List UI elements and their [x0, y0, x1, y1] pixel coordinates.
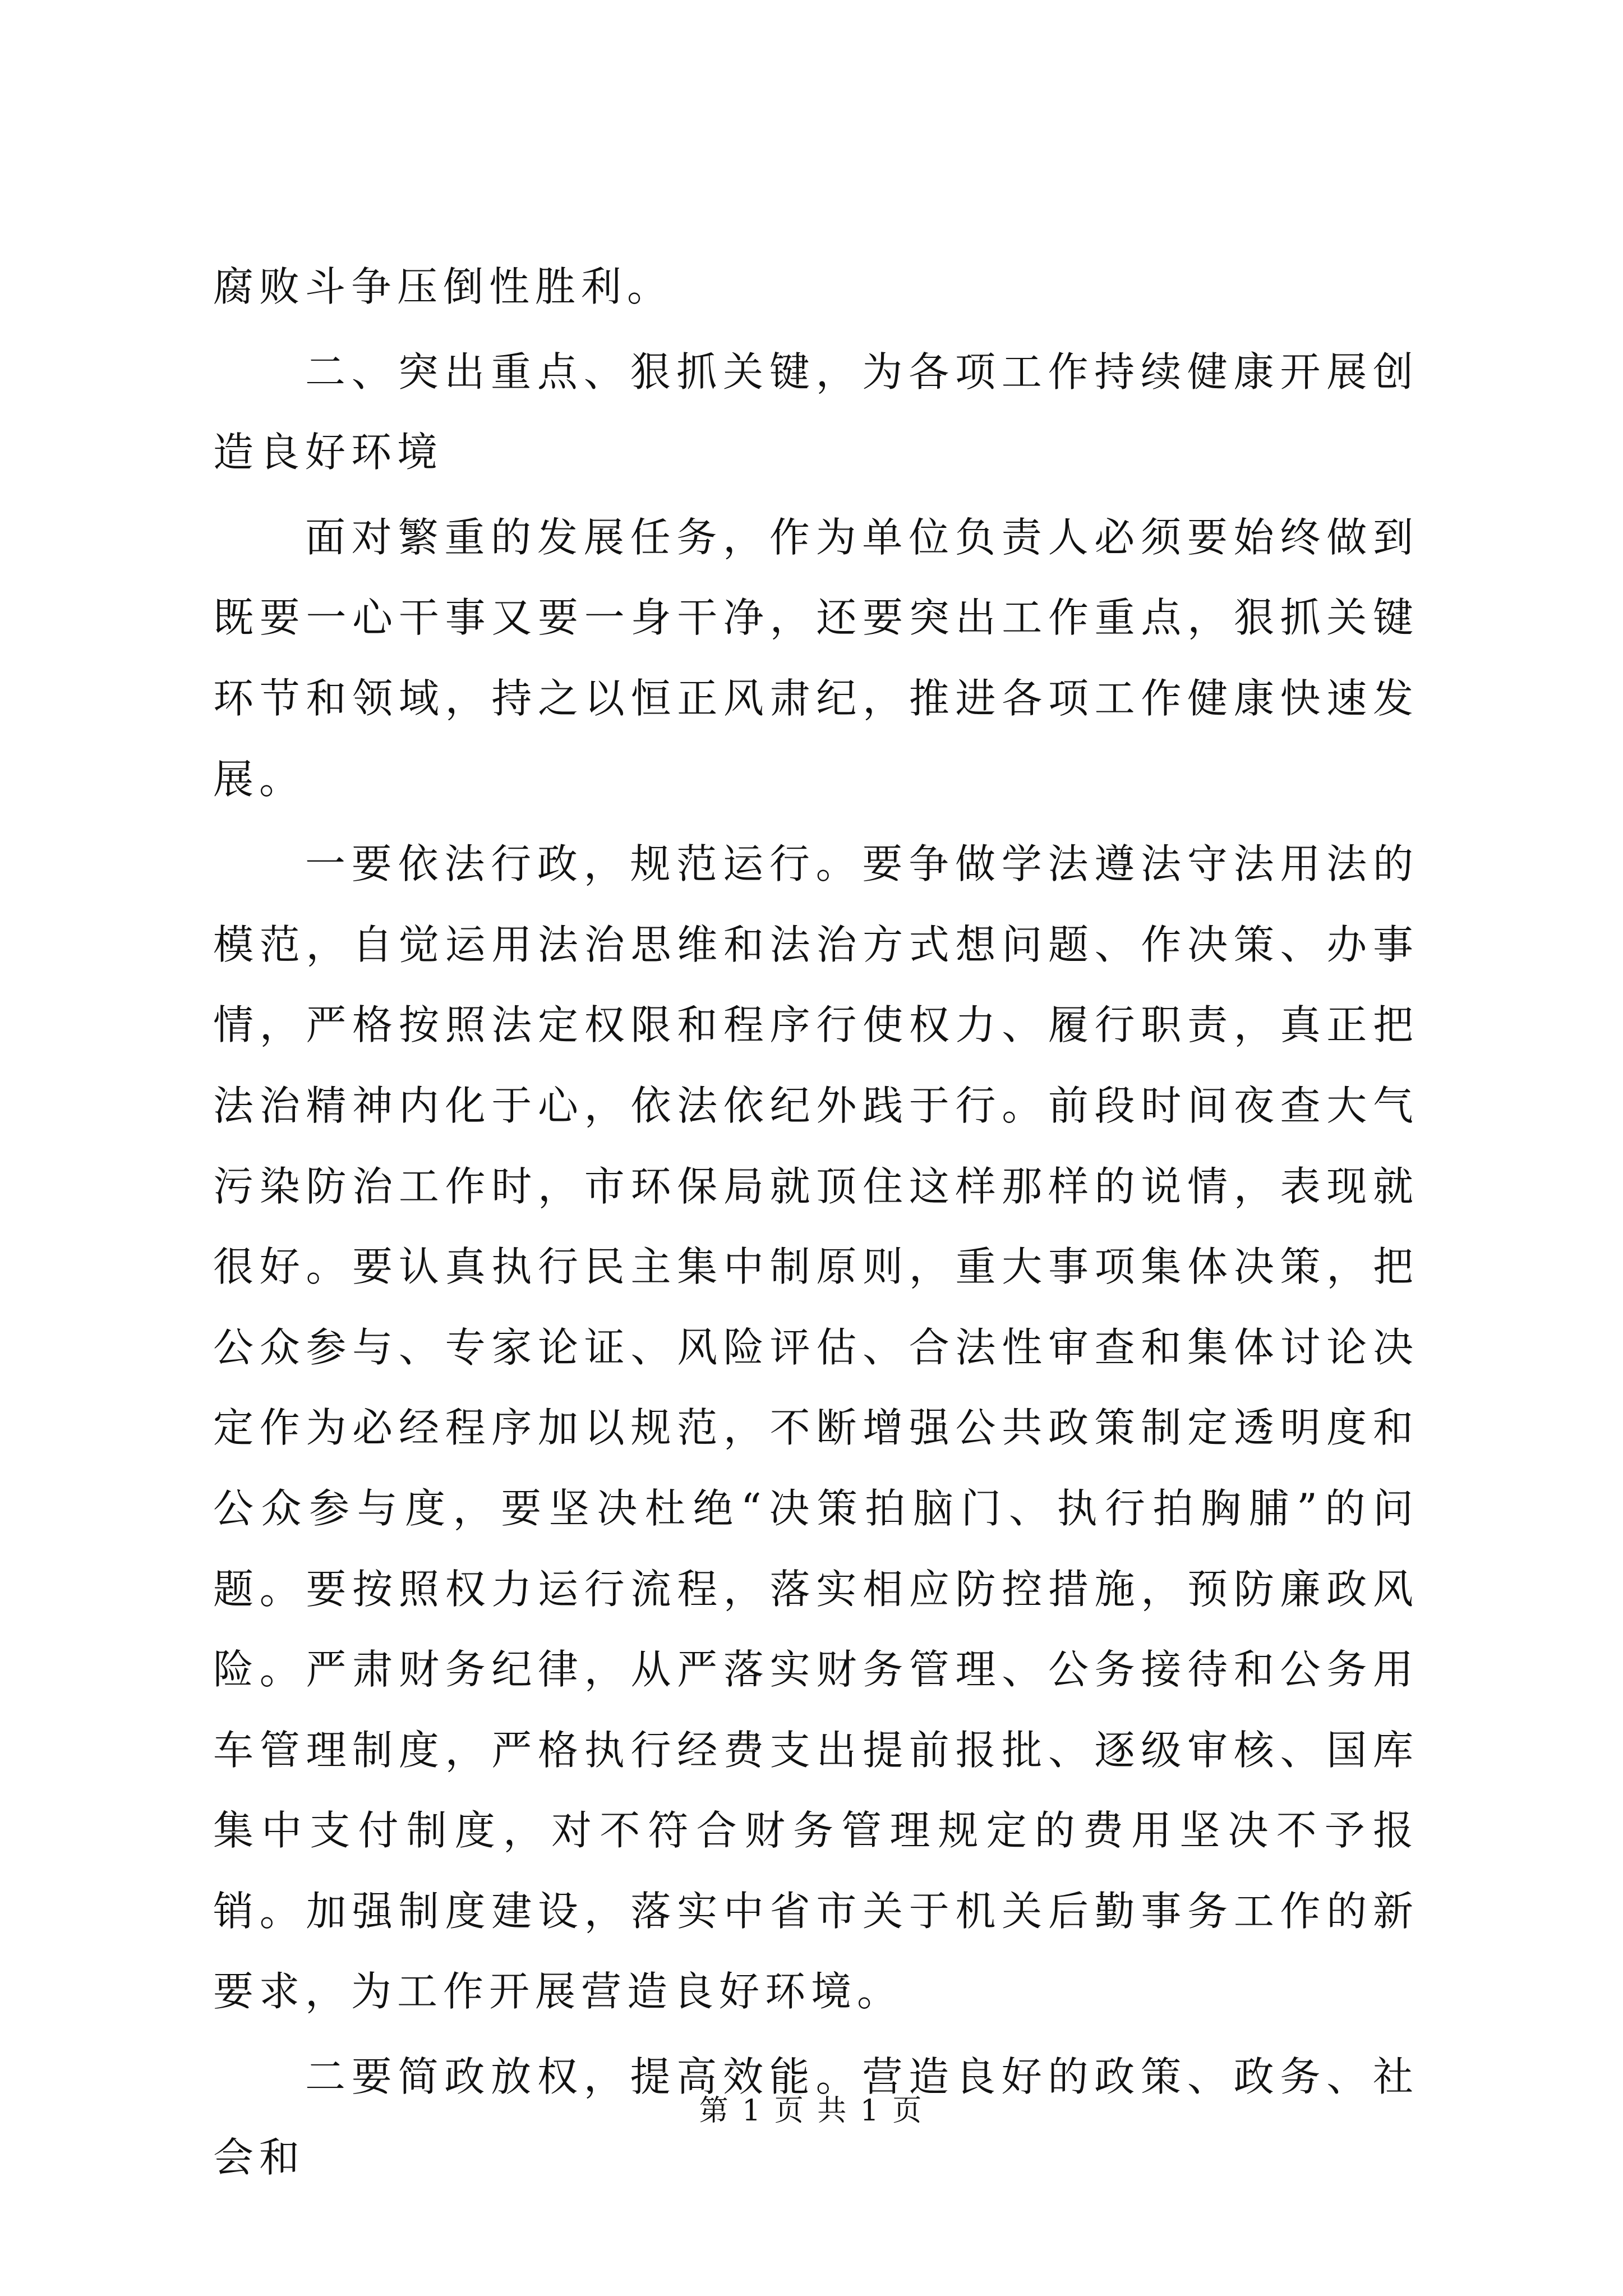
paragraph-5: 二要简政放权，提高效能。营造良好的政策、政务、社会和	[213, 2053, 1419, 2181]
document-body	[213, 247, 1419, 2202]
page-number-footer: 第 1 页 共 1 页	[699, 2094, 924, 2128]
paragraph-3: 面对繁重的发展任务，作为单位负责人必须要始终做到既要一心干事又要一身干净，还要突出工作重点，狠抓关键环节和领域，持之以恒正风肃纪，推进各项工作健康快速发展。	[213, 513, 1419, 803]
paragraph-4: 一要依法行政，规范运行。要争做学法遵法守法用法的模范，自觉运用法治思维和法治方式想问题、作决策、办事情，严格按照法定权限和程序行使权力、履行职责，真正把法治精神内化于心，依法依纪外践于行。前段时间夜查大气污染防治工作时，市环保局就顶住这样那样的说情，表现就很好。要认真执行民主集中制原则，重大事项集体决策，把公众参与、专家论证、风险评估、合法性审查和集体讨论决定作为必经程序加以规范，不断增强公共政策制定透明度和公众参与度，要坚决杜绝“决策拍脑门、执行拍胸脯”的问题。要按照权力运行流程，落实相应防控措施，预防廉政风险。严肃财务纪律，从严落实财务管理、公务接待和公务用车管理制度，严格执行经费支出提前报批、逐级审核、国库集中支付制度，对不符合财务管理规定的费用坚决不予报销。加强制度建设，落实中省市关于机关后勤事务工作的新要求，为工作开展营造良好环境。	[213, 840, 1419, 2016]
section-heading-2: 二、突出重点、狠抓关键，为各项工作持续健康开展创造良好环境	[213, 348, 1419, 476]
paragraph-1: 腐败斗争压倒性胜利。	[213, 263, 674, 310]
